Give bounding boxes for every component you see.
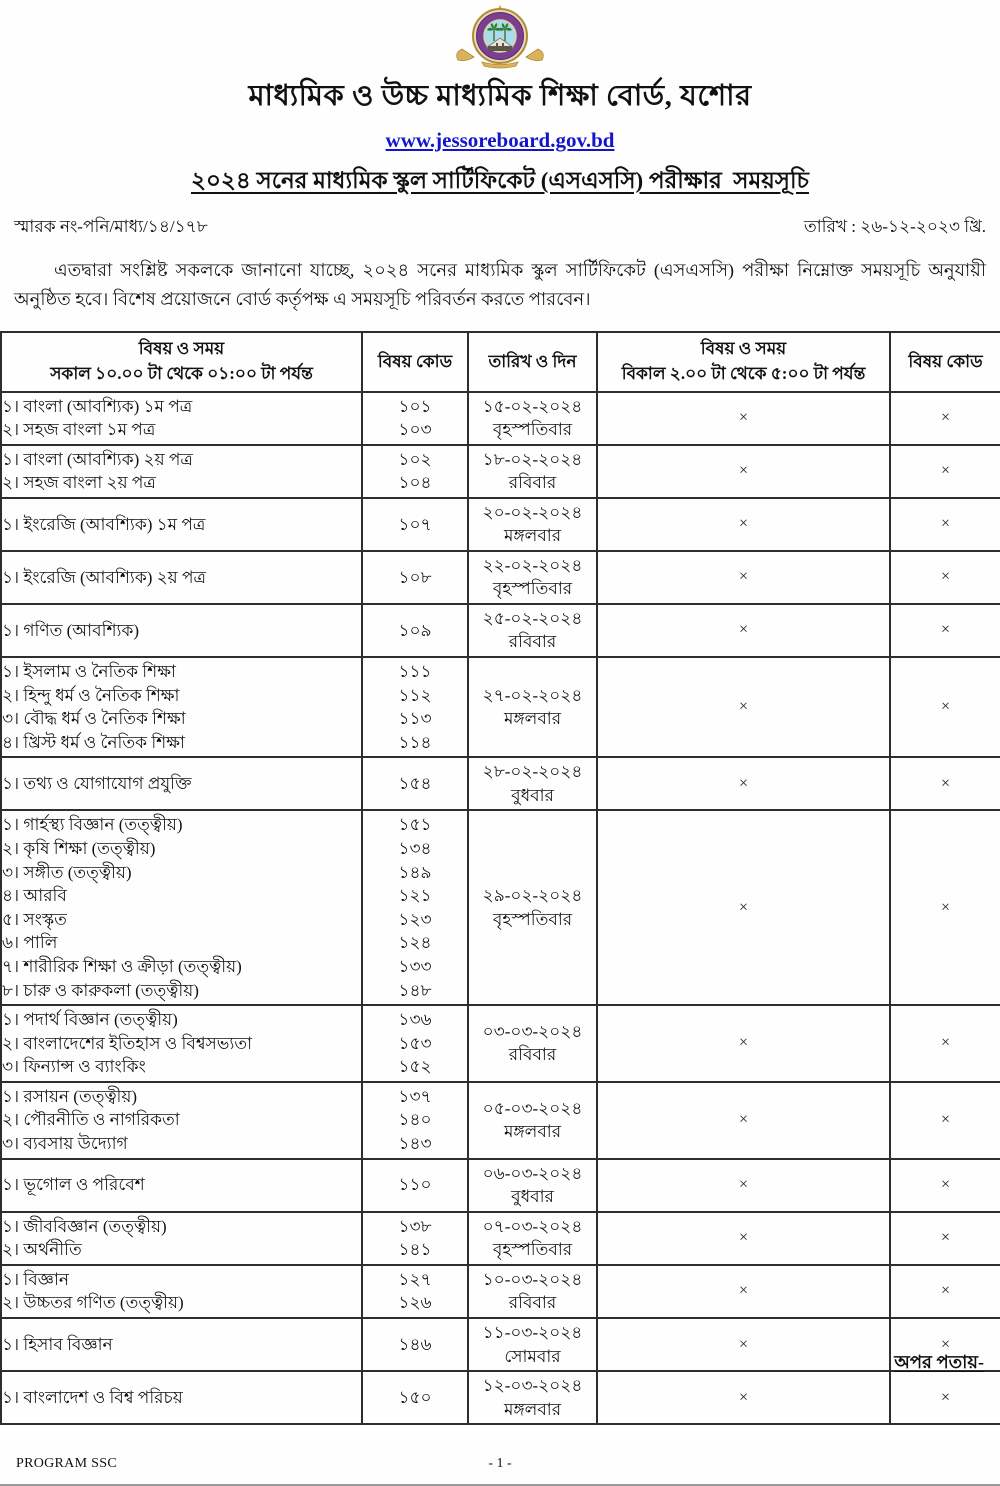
subject-code: ১৫২ [398, 1057, 432, 1077]
afternoon-subject-cell: × [597, 1082, 890, 1159]
subject-code-cell [362, 1212, 468, 1265]
table-body [1, 392, 1000, 1424]
subject-code: ১২১ [398, 886, 432, 906]
table-row [1, 657, 1000, 757]
table-row [1, 1318, 1000, 1371]
subject-name: ২। বাংলাদেশের ইতিহাস ও বিশ্বসভ্যতা [2, 1033, 253, 1053]
subject-name: ১। জীববিজ্ঞান (তত্ত্বীয়) [2, 1216, 167, 1236]
exam-date: ০৫-০৩-২০২৪ [482, 1098, 583, 1118]
col-header-morning-subject [1, 332, 362, 391]
subject-name: ৩। বৌদ্ধ ধর্ম ও নৈতিক শিক্ষা [2, 709, 186, 729]
memo-number: স্মারক নং-পনি/মাধ্য/১৪/১৭৮ [14, 217, 208, 236]
table-row [1, 810, 1000, 1005]
subject-name: ৬। পালি [2, 933, 58, 953]
next-page-note: অপর পতায়- [894, 1352, 984, 1372]
subject-cell [1, 657, 362, 757]
issue-date: তারিখ : ২৬-১২-২০২৩ খ্রি. [803, 217, 986, 236]
date-day-cell [468, 1082, 597, 1159]
subject-cell [1, 551, 362, 604]
table-row [1, 498, 1000, 551]
subject-code: ১৫৩ [398, 1033, 432, 1053]
memo-line [0, 214, 1000, 242]
subject-name: ৫। সংস্কৃত [2, 909, 67, 929]
date-day-cell [468, 604, 597, 657]
afternoon-code-cell: × [890, 1212, 1000, 1265]
subject-name: ৩। ব্যবসায় উদ্যোগ [2, 1134, 128, 1154]
subject-code-cell [362, 1318, 468, 1371]
col-header-afternoon-subject-line2: বিকাল ২.০০ টা থেকে ৫:০০ টা পর্যন্ত [621, 363, 866, 383]
afternoon-subject-cell: × [597, 657, 890, 757]
date-day-cell [468, 1005, 597, 1082]
subject-code-cell [362, 604, 468, 657]
exam-date: ২০-০২-২০২৪ [482, 502, 583, 522]
exam-day: মঙ্গলবার [503, 526, 562, 546]
date-day-cell [468, 1371, 597, 1424]
afternoon-subject-cell: × [597, 1265, 890, 1318]
col-header-date-day: তারিখ ও দিন [468, 332, 597, 391]
subject-name: ১। ইংরেজি (আবশ্যিক) ১ম পত্র [2, 514, 206, 534]
exam-date: ২৮-০২-২০২৪ [482, 762, 583, 782]
afternoon-code-cell: × [890, 810, 1000, 1005]
exam-date: ০৬-০৩-২০২৪ [482, 1163, 583, 1183]
col-header-morning-subject-line1: বিষয় ও সময় [138, 339, 225, 359]
subject-code-cell [362, 657, 468, 757]
subject-name: ১। পদার্থ বিজ্ঞান (তত্ত্বীয়) [2, 1010, 178, 1030]
document-header [0, 0, 1000, 201]
afternoon-subject-cell: × [597, 1212, 890, 1265]
subject-name: ৪। খ্রিস্ট ধর্ম ও নৈতিক শিক্ষা [2, 732, 185, 752]
col-header-morning-subject-line2: সকাল ১০.০০ টা থেকে ০১:০০ টা পর্যন্ত [50, 363, 313, 383]
afternoon-code-cell: × [890, 445, 1000, 498]
page-title: ২০২৪ সনের মাধ্যমিক স্কুল সার্টিফিকেট (এসএসসি) পরীক্ষার সময়সূচি [191, 168, 809, 193]
subject-name: ৩। সঙ্গীত (তত্ত্বীয়) [2, 862, 132, 882]
table-row [1, 1082, 1000, 1159]
subject-cell [1, 498, 362, 551]
subject-cell [1, 392, 362, 445]
subject-cell [1, 1371, 362, 1424]
subject-name: ২। অর্থনীতি [2, 1240, 82, 1260]
table-header-row [1, 332, 1000, 391]
subject-code: ১৪০ [398, 1110, 432, 1130]
exam-schedule-table [0, 331, 1000, 1425]
subject-code: ১৪৯ [398, 862, 432, 882]
subject-code: ১৩৩ [398, 956, 432, 976]
subject-code: ১৫১ [398, 815, 432, 835]
subject-name: ৭। শারীরিক শিক্ষা ও ক্রীড়া (তত্ত্বীয়) [2, 956, 242, 976]
date-day-cell [468, 657, 597, 757]
table-row [1, 1005, 1000, 1082]
date-day-cell [468, 810, 597, 1005]
exam-day: বুধবার [511, 785, 554, 805]
subject-name: ২। হিন্দু ধর্ম ও নৈতিক শিক্ষা [2, 685, 180, 705]
subject-code-cell [362, 1371, 468, 1424]
exam-date: ২৫-০২-২০২৪ [482, 608, 583, 628]
exam-day: মঙ্গলবার [503, 1122, 562, 1142]
date-day-cell [468, 1159, 597, 1212]
afternoon-code-cell: × [890, 498, 1000, 551]
exam-date: ১২-০৩-২০২৪ [482, 1376, 583, 1396]
subject-code: ১৫৪ [398, 774, 432, 794]
subject-cell [1, 810, 362, 1005]
subject-cell [1, 1212, 362, 1265]
subject-name: ১। গার্হস্থ্য বিজ্ঞান (তত্ত্বীয়) [2, 815, 183, 835]
col-header-afternoon-subject [597, 332, 890, 391]
afternoon-subject-cell: × [597, 498, 890, 551]
date-day-cell [468, 1318, 597, 1371]
subject-code: ১১২ [398, 685, 432, 705]
afternoon-code-cell: × [890, 1371, 1000, 1424]
afternoon-subject-cell: × [597, 1318, 890, 1371]
exam-day: রবিবার [508, 632, 557, 652]
subject-name: ১। বিজ্ঞান [2, 1269, 70, 1289]
subject-name: ২। কৃষি শিক্ষা (তত্ত্বীয়) [2, 838, 156, 858]
exam-day: মঙ্গলবার [503, 709, 562, 729]
subject-code: ১৩৮ [398, 1216, 432, 1236]
subject-code: ১১১ [398, 661, 432, 681]
subject-cell [1, 1318, 362, 1371]
subject-code-cell [362, 1159, 468, 1212]
exam-day: মঙ্গলবার [503, 1399, 562, 1419]
afternoon-subject-cell: × [597, 810, 890, 1005]
table-row [1, 604, 1000, 657]
date-day-cell [468, 757, 597, 810]
subject-cell [1, 1159, 362, 1212]
exam-date: ২৯-০২-২০২৪ [482, 886, 583, 906]
exam-day: রবিবার [508, 473, 557, 493]
subject-name: ২। সহজ বাংলা ১ম পত্র [2, 420, 156, 440]
exam-date: ২৭-০২-২০২৪ [482, 685, 583, 705]
footer-page-number: - 1 - [488, 1456, 512, 1471]
subject-code: ১৩৪ [398, 838, 432, 858]
footer-program-label: PROGRAM SSC [16, 1456, 117, 1471]
subject-code: ১২৪ [398, 933, 432, 953]
subject-code: ১১০ [398, 1175, 432, 1195]
subject-cell [1, 1005, 362, 1082]
afternoon-code-cell: × [890, 1159, 1000, 1212]
exam-day: বুধবার [511, 1187, 554, 1207]
afternoon-code-cell: × [890, 757, 1000, 810]
afternoon-code-cell: × [890, 1082, 1000, 1159]
afternoon-subject-cell: × [597, 551, 890, 604]
board-name: মাধ্যমিক ও উচ্চ মাধ্যমিক শিক্ষা বোর্ড, যশোর [248, 80, 752, 112]
date-day-cell [468, 1265, 597, 1318]
subject-name: ১। রসায়ন (তত্ত্বীয়) [2, 1086, 138, 1106]
exam-date: ১৮-০২-২০২৪ [482, 449, 583, 469]
subject-cell [1, 1082, 362, 1159]
subject-cell [1, 757, 362, 810]
afternoon-code-cell: × [890, 1005, 1000, 1082]
date-day-cell [468, 1212, 597, 1265]
table-row [1, 445, 1000, 498]
col-header-afternoon-subject-line1: বিষয় ও সময় [700, 339, 787, 359]
exam-date: ১১-০৩-২০২৪ [482, 1323, 583, 1343]
subject-code: ১৩৭ [398, 1086, 432, 1106]
table-header [1, 332, 1000, 391]
subject-code-cell [362, 498, 468, 551]
subject-code: ১৫০ [398, 1387, 432, 1407]
subject-code-cell [362, 757, 468, 810]
subject-code: ১৪৬ [398, 1334, 432, 1354]
afternoon-code-cell: × [890, 604, 1000, 657]
subject-cell [1, 445, 362, 498]
board-seal-logo [452, 5, 548, 69]
subject-name: ২। সহজ বাংলা ২য় পত্র [2, 473, 156, 493]
exam-day: বৃহস্পতিবার [492, 909, 573, 929]
afternoon-subject-cell: × [597, 1005, 890, 1082]
subject-name: ১। বাংলা (আবশ্যিক) ২য় পত্র [2, 449, 193, 469]
afternoon-code-cell: × [890, 551, 1000, 604]
subject-code: ১০৩ [398, 420, 432, 440]
exam-date: ০৩-০৩-২০২৪ [482, 1021, 583, 1041]
exam-day: রবিবার [508, 1045, 557, 1065]
subject-code: ১৩৬ [398, 1010, 432, 1030]
subject-name: ১। ইংরেজি (আবশ্যিক) ২য় পত্র [2, 567, 206, 587]
website-link[interactable]: www.jessoreboard.gov.bd [385, 128, 615, 152]
afternoon-subject-cell: × [597, 757, 890, 810]
subject-code: ১২৭ [398, 1269, 432, 1289]
page-footer [0, 1456, 1000, 1476]
exam-date: ১০-০৩-২০২৪ [482, 1269, 583, 1289]
afternoon-subject-cell: × [597, 392, 890, 445]
subject-code: ১০৪ [398, 473, 432, 493]
subject-code-cell [362, 1265, 468, 1318]
subject-code: ১০৭ [398, 514, 432, 534]
subject-code: ১৪১ [398, 1240, 432, 1260]
table-row [1, 757, 1000, 810]
subject-code: ১০৮ [398, 567, 432, 587]
afternoon-subject-cell: × [597, 445, 890, 498]
exam-day: বৃহস্পতিবার [492, 579, 573, 599]
col-header-afternoon-code: বিষয় কোড [890, 332, 1000, 391]
date-day-cell [468, 551, 597, 604]
afternoon-code-cell: × [890, 1318, 1000, 1371]
exam-day: সোমবার [504, 1346, 561, 1366]
subject-code-cell [362, 1005, 468, 1082]
notice-paragraph: এতদ্বারা সংশ্লিষ্ট সকলকে জানানো যাচ্ছে, ২০২৪ সনের মাধ্যমিক স্কুল সার্টিফিকেট (এসএসসি) পরীক্ষা নিম্নোক্ত সময়সূচি অনুযায়ী অনুষ্ঠিত হবে। বিশেষ প্রয়োজনে বোর্ড কর্তৃপক্ষ এ সময়সূচি পরিবর্তন করতে পারবেন। [14, 260, 986, 310]
subject-name: ৮। চারু ও কারুকলা (তত্ত্বীয়) [2, 980, 199, 1000]
subject-name: ১। বাংলাদেশ ও বিশ্ব পরিচয় [2, 1387, 183, 1407]
subject-code-cell [362, 1082, 468, 1159]
subject-code: ১২৬ [398, 1293, 432, 1313]
date-day-cell [468, 498, 597, 551]
afternoon-subject-cell: × [597, 1371, 890, 1424]
table-row [1, 1159, 1000, 1212]
subject-code: ১০১ [398, 396, 432, 416]
subject-name: ১। হিসাব বিজ্ঞান [2, 1334, 113, 1354]
exam-date: ১৫-০২-২০২৪ [482, 396, 583, 416]
subject-name: ৩। ফিন্যান্স ও ব্যাংকিং [2, 1057, 146, 1077]
subject-code: ১১৪ [398, 732, 432, 752]
afternoon-code-cell: × [890, 657, 1000, 757]
subject-name: ২। পৌরনীতি ও নাগরিকতা [2, 1110, 180, 1130]
date-day-cell [468, 445, 597, 498]
subject-code: ১০৯ [398, 620, 432, 640]
subject-name: ১। তথ্য ও যোগাযোগ প্রযুক্তি [2, 774, 192, 794]
subject-code: ১৪৩ [398, 1134, 432, 1154]
table-row [1, 1265, 1000, 1318]
subject-code-cell [362, 551, 468, 604]
afternoon-code-cell: × [890, 1265, 1000, 1318]
subject-name: ১। ইসলাম ও নৈতিক শিক্ষা [2, 661, 176, 681]
subject-name: ১। ভূগোল ও পরিবেশ [2, 1175, 145, 1195]
subject-cell [1, 1265, 362, 1318]
date-day-cell [468, 392, 597, 445]
subject-name: ২। উচ্চতর গণিত (তত্ত্বীয়) [2, 1293, 184, 1313]
table-row [1, 1212, 1000, 1265]
afternoon-subject-cell: × [597, 604, 890, 657]
subject-code-cell [362, 392, 468, 445]
subject-code-cell [362, 810, 468, 1005]
exam-date: ২২-০২-২০২৪ [482, 555, 583, 575]
subject-code: ১২৩ [398, 909, 432, 929]
exam-day: বৃহস্পতিবার [492, 420, 573, 440]
subject-code: ১৪৮ [398, 980, 432, 1000]
exam-day: রবিবার [508, 1293, 557, 1313]
afternoon-code-cell: × [890, 392, 1000, 445]
table-row [1, 392, 1000, 445]
subject-name: ৪। আরবি [2, 886, 67, 906]
col-header-subject-code: বিষয় কোড [362, 332, 468, 391]
subject-code: ১১৩ [398, 709, 432, 729]
table-row [1, 551, 1000, 604]
afternoon-subject-cell: × [597, 1159, 890, 1212]
subject-name: ১। গণিত (আবশ্যিক) [2, 620, 140, 640]
subject-code-cell [362, 445, 468, 498]
subject-cell [1, 604, 362, 657]
subject-code: ১০২ [398, 449, 432, 469]
exam-date: ০৭-০৩-২০২৪ [482, 1216, 583, 1236]
subject-name: ১। বাংলা (আবশ্যিক) ১ম পত্র [2, 396, 193, 416]
exam-day: বৃহস্পতিবার [492, 1240, 573, 1260]
table-row [1, 1371, 1000, 1424]
